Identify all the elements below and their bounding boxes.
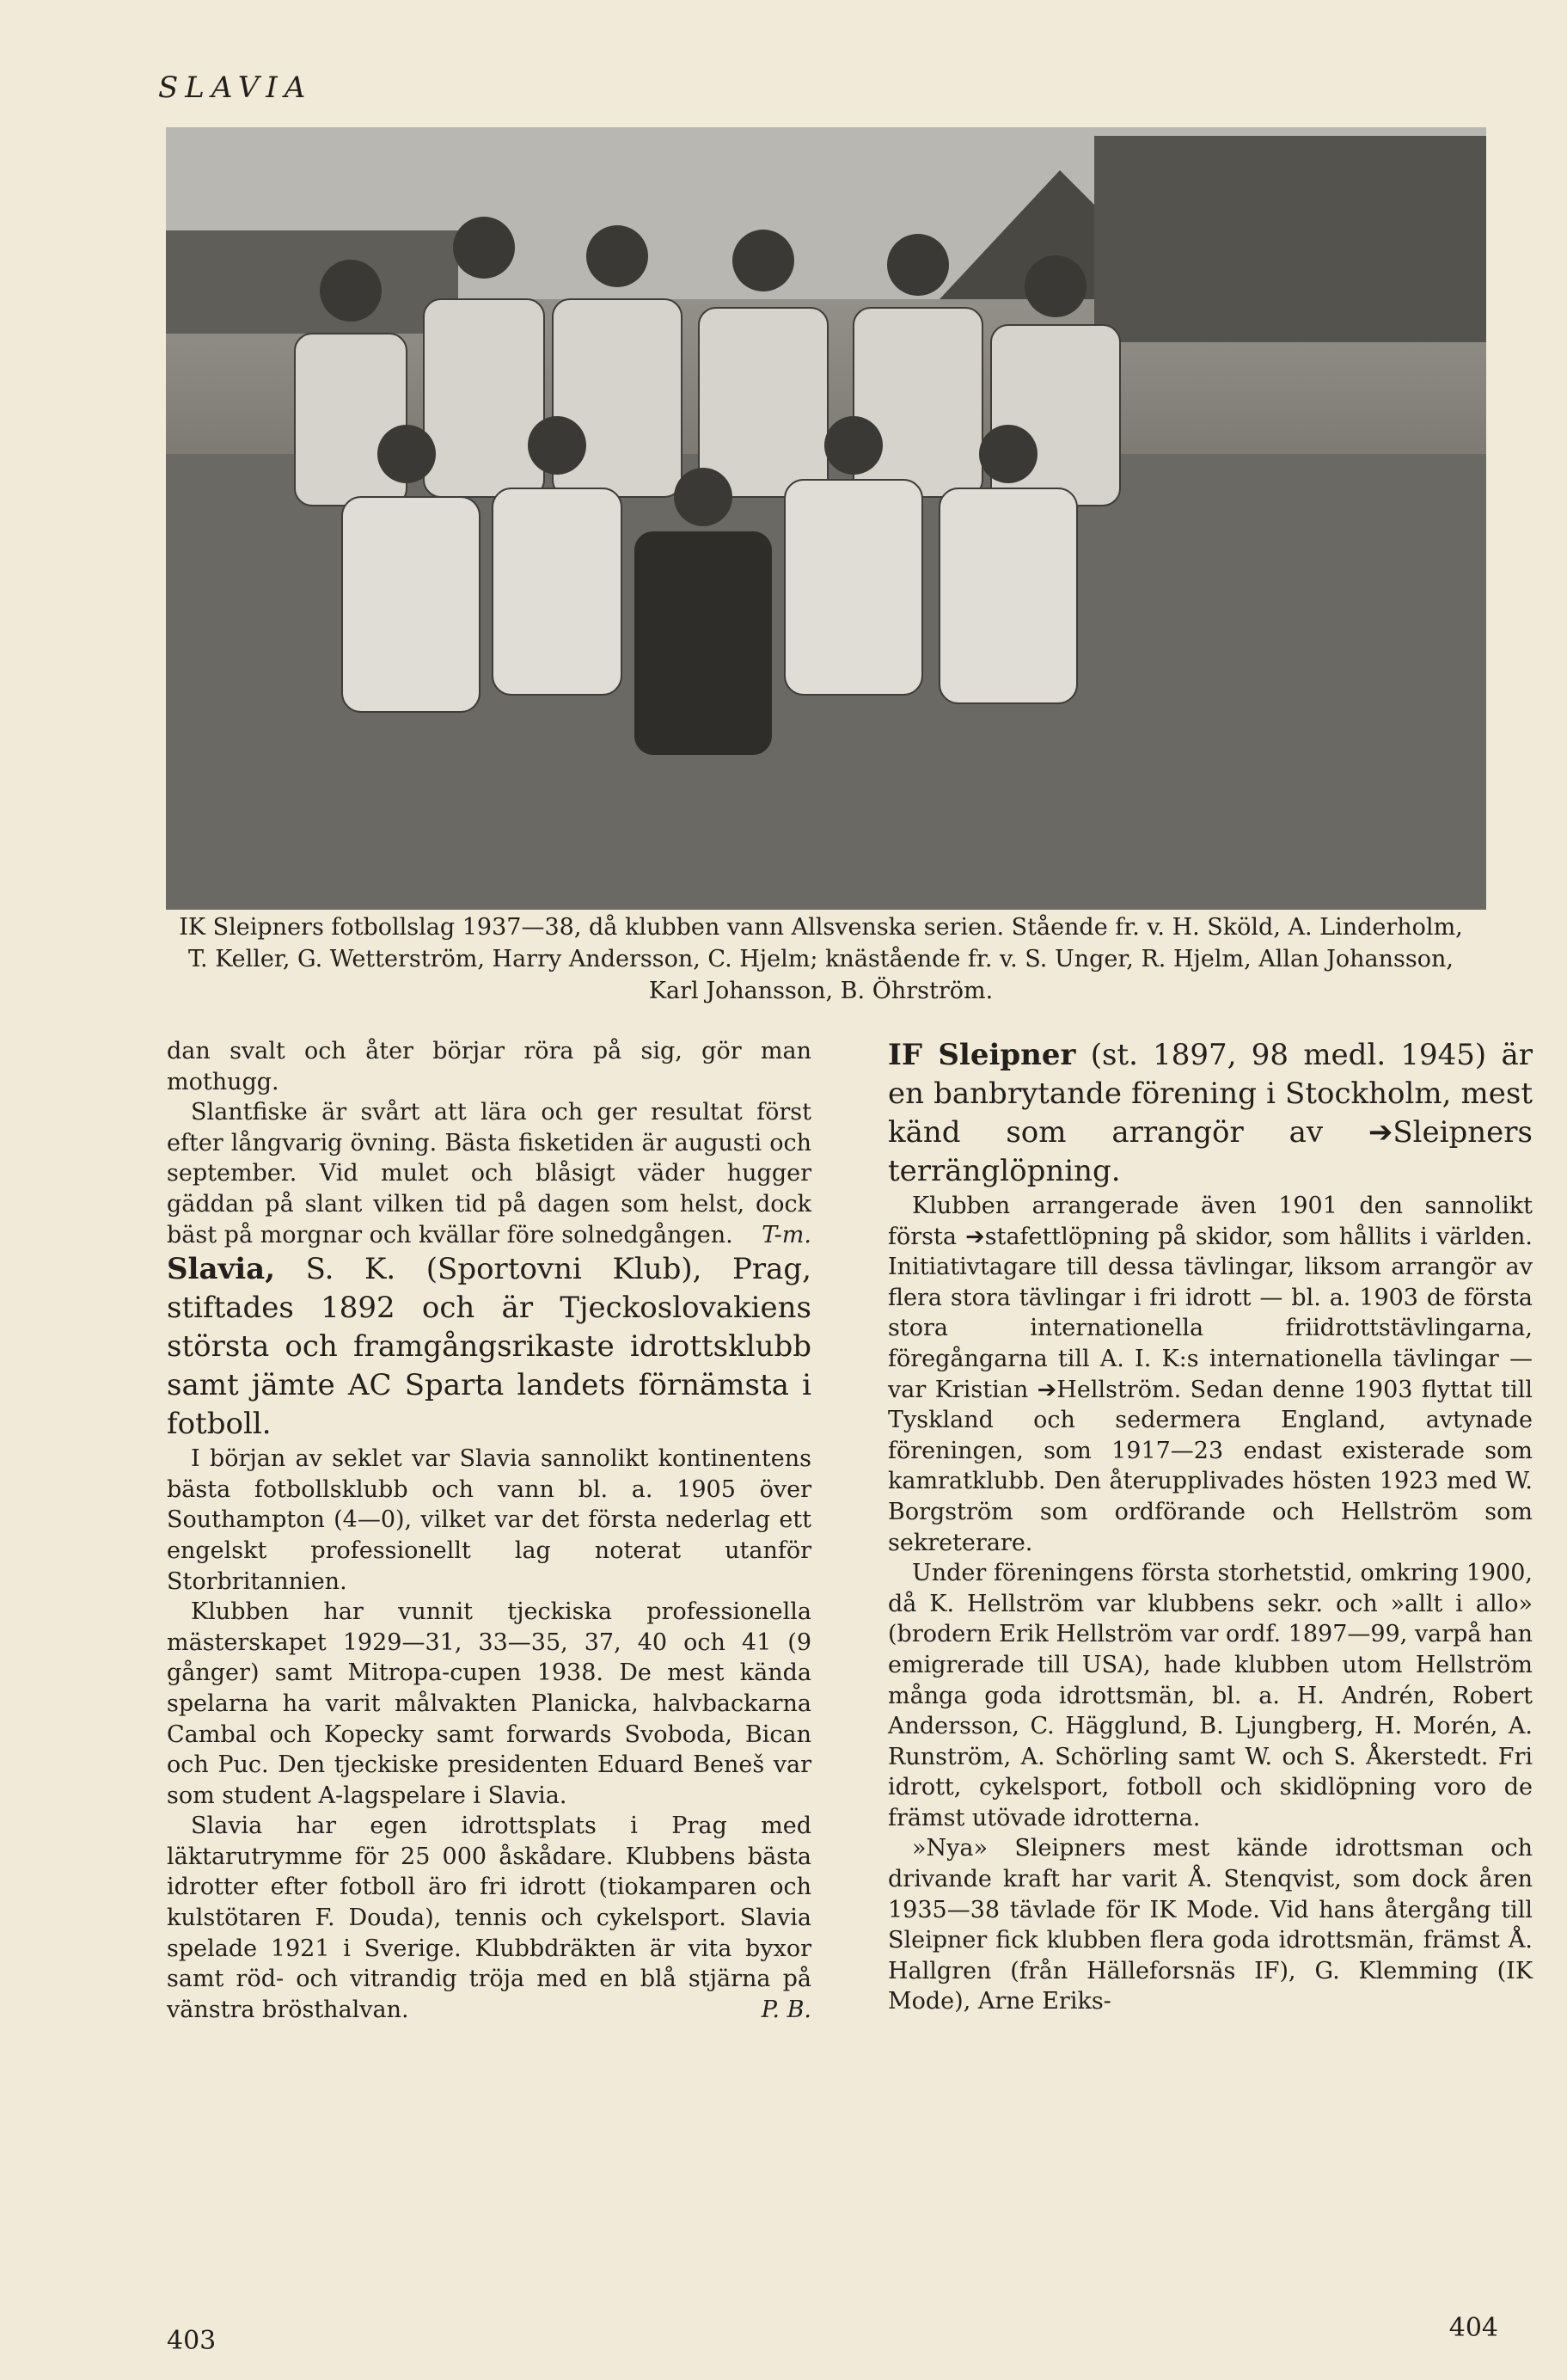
signature-pb: P. B. <box>761 1996 811 2023</box>
sleipner-headword: IF Sleipner <box>888 1038 1076 1072</box>
slavia-lead-text: S. K. (Sportovni Klub), Prag, stiftades 1892 och är Tjeckoslovakiens största och framgångsrikaste idrottsklubb samt jämte AC Sparta landets förnämsta i fotboll. <box>167 1252 811 1442</box>
left-column <box>167 1036 811 2025</box>
slavia-headword: Slavia, <box>167 1252 276 1287</box>
sleipner-lead-text: (st. 1897, 98 medl. 1945) är en banbrytande förening i Stockholm, mest känd som arrangör av ➔Sleipners terränglöpning. <box>888 1038 1533 1188</box>
left-paragraph-4: Klubben har vunnit tjeckiska professionella mästerskapet 1929—31, 33—35, 37, 40 och 41 (9 gånger) samt Mitropa-cupen 1938. De mest kända spelarna ha varit målvakten Planicka, halvbackarna Cambal och Kopecky samt forwards Svoboda, Bican och Puc. Den tjeckiske presidenten Eduard Beneš var som student A-lagspelare i Slavia. <box>167 1598 811 1809</box>
right-column <box>888 1036 1533 2017</box>
right-paragraph-2: Under föreningens första storhetstid, omkring 1900, då K. Hellström var klubbens sekr. och »allt i allo» (brodern Erik Hellström var ordf. 1897—99, varpå han emigrerade till USA), hade klubben utom Hellström många goda idrottsmän, bl. a. H. Andrén, Robert Andersson, C. Hägglund, B. Ljungberg, H. Morén, A. Runström, A. Schörling samt W. och S. Åkerstedt. Fri idrott, cykelsport, fotboll och skidlöpning voro de främst utövade idrotterna. <box>888 1560 1533 1831</box>
left-paragraph-5 <box>167 1811 811 2025</box>
page-number-left: 403 <box>167 2326 217 2356</box>
team-photo <box>166 127 1486 910</box>
page-number-right: 404 <box>1448 2313 1498 2343</box>
running-title: SLAVIA <box>158 71 313 105</box>
left-paragraph-2 <box>167 1097 811 1250</box>
photo-caption: IK Sleipners fotbollslag 1937—38, då klubben vann Allsvenska serien. Stående fr. v. H. Sköld, A. Linderholm, T. Keller, G. Wetterström, Harry Andersson, C. Hjelm; knästående fr. v. S. Unger, R. Hjelm, Allan Johansson, Karl Johansson, B. Öhrström. <box>179 914 1463 1004</box>
slavia-entry-lead <box>167 1250 811 1444</box>
left-paragraph-2-text: Slantfiske är svårt att lära och ger resultat först efter långvarig övning. Bästa fisketiden är augusti och september. Vid mulet och blåsigt väder hugger gäddan på slant vilken tid på dagen som helst, dock bäst på morgnar och kvällar före solnedgången. <box>167 1099 811 1248</box>
left-paragraph-3: I början av seklet var Slavia sannolikt kontinentens bästa fotbollsklubb och vann bl. a. 1905 över Southampton (4—0), vilket var det första nederlag ett engelskt professionellt lag noterat utanför Storbritannien. <box>167 1445 811 1595</box>
left-paragraph-1: dan svalt och åter börjar röra på sig, gör man mothugg. <box>167 1038 811 1095</box>
right-paragraph-3: »Nya» Sleipners mest kände idrottsman och drivande kraft har varit Å. Stenqvist, som dock åren 1935—38 tävlade för IK Mode. Vid hans återgång till Sleipner fick klubben flera goda idrottsmän, främst Å. Hallgren (från Hälleforsnäs IF), G. Klemming (IK Mode), Arne Eriks- <box>888 1835 1533 2015</box>
right-paragraph-1: Klubben arrangerade även 1901 den sannolikt första ➔stafettlöpning på skidor, som hållits i världen. Initiativtagare till dessa tävlingar, liksom arrangör av flera stora tävlingar i fri idrott — bl. a. 1903 de första stora internationella friidrottstävlingarna, föregångarna till A. I. K:s internationella tävlingar — var Kristian ➔Hellström. Sedan denne 1903 flyttat till Tyskland och sedermera England, avtynade föreningen, som 1917—23 endast existerade som kamratklubb. Den återupplivades hösten 1923 med W. Borgström som ordförande och Hellström som sekreterare. <box>888 1193 1533 1556</box>
signature-tm: T-m. <box>762 1221 811 1248</box>
left-paragraph-5-text: Slavia har egen idrottsplats i Prag med läktarutrymme för 25 000 åskådare. Klubbens bästa idrotter efter fotboll äro fri idrott (tiokamparen och kulstötaren F. Douda), tennis och cykelsport. Slavia spelade 1921 i Sverige. Klubbdräkten är vita byxor samt röd- och vitrandig tröja med en blå stjärna på vänstra brösthalvan. <box>167 1813 811 2023</box>
sleipner-entry-lead <box>888 1036 1533 1191</box>
